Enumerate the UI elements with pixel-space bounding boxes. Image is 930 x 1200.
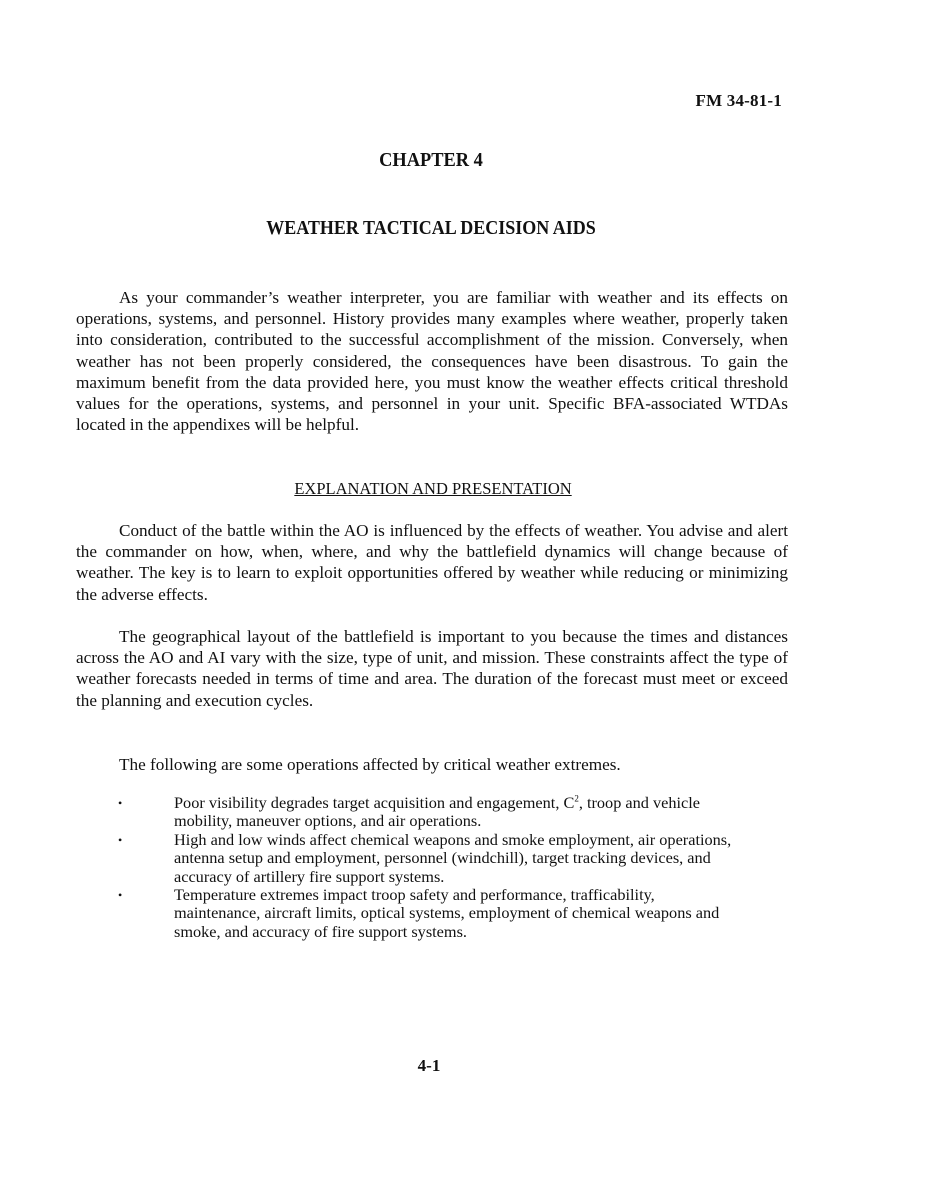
chapter-title: WEATHER TACTICAL DECISION AIDS (266, 217, 596, 239)
list-item-text: Poor visibility degrades target acquisition and engagement, C (174, 793, 575, 812)
list-item (118, 794, 738, 831)
bullet-icon: • (118, 888, 123, 903)
conduct-paragraph: Conduct of the battle within the AO is influenced by the effects of weather. You advise and alert the commander on how, when, where, and why the battlefield dynamics will change because of weather. The key is to learn to exploit opportunities offered by weather while reducing or minimizing the adverse effects. (76, 521, 788, 604)
chapter-heading: CHAPTER 4 (379, 149, 483, 171)
manual-id: FM 34-81-1 (695, 91, 782, 110)
list-item-text: , troop and vehicle mobility, maneuver options, and air operations. (174, 793, 700, 831)
superscript: 2 (574, 793, 579, 804)
intro-paragraph: As your commander’s weather interpreter, you are familiar with weather and its effects on operations, systems, and personnel. History provides many examples where weather, properly taken into consideration, contributed to the successful accomplishment of the mission. Conversely, when weather has not been properly considered, the consequences have been disastrous. To gain the maximum benefit from the data provided here, you must know the weather effects critical threshold values for the operations, systems, and personnel in your unit. Specific BFA-associated WTDAs located in the appendixes will be helpful. (76, 288, 788, 435)
list-intro-paragraph: The following are some operations affected by critical weather extremes. (119, 755, 621, 774)
list-item (118, 831, 738, 886)
list-item-text: Temperature extremes impact troop safety and performance, trafficability, maintenance, aircraft limits, optical systems, employment of chemical weapons and smoke, and accuracy of fire support systems. (174, 885, 720, 941)
section-heading: EXPLANATION AND PRESENTATION (294, 479, 572, 498)
bullet-icon: • (118, 832, 123, 847)
page-number: 4-1 (417, 1056, 441, 1075)
bullet-icon: • (118, 796, 123, 810)
list-item (118, 886, 738, 941)
geography-paragraph: The geographical layout of the battlefield is important to you because the times and distances across the AO and AI vary with the size, type of unit, and mission. These constraints affect the type of weather forecasts needed in terms of time and area. The duration of the forecast must meet or exceed the planning and execution cycles. (76, 627, 788, 710)
list-item-text: High and low winds affect chemical weapons and smoke employment, air operations, antenna setup and employment, personnel (windchill), target tracking devices, and accuracy of artillery fire support systems. (174, 829, 732, 886)
weather-effects-list (118, 794, 738, 941)
